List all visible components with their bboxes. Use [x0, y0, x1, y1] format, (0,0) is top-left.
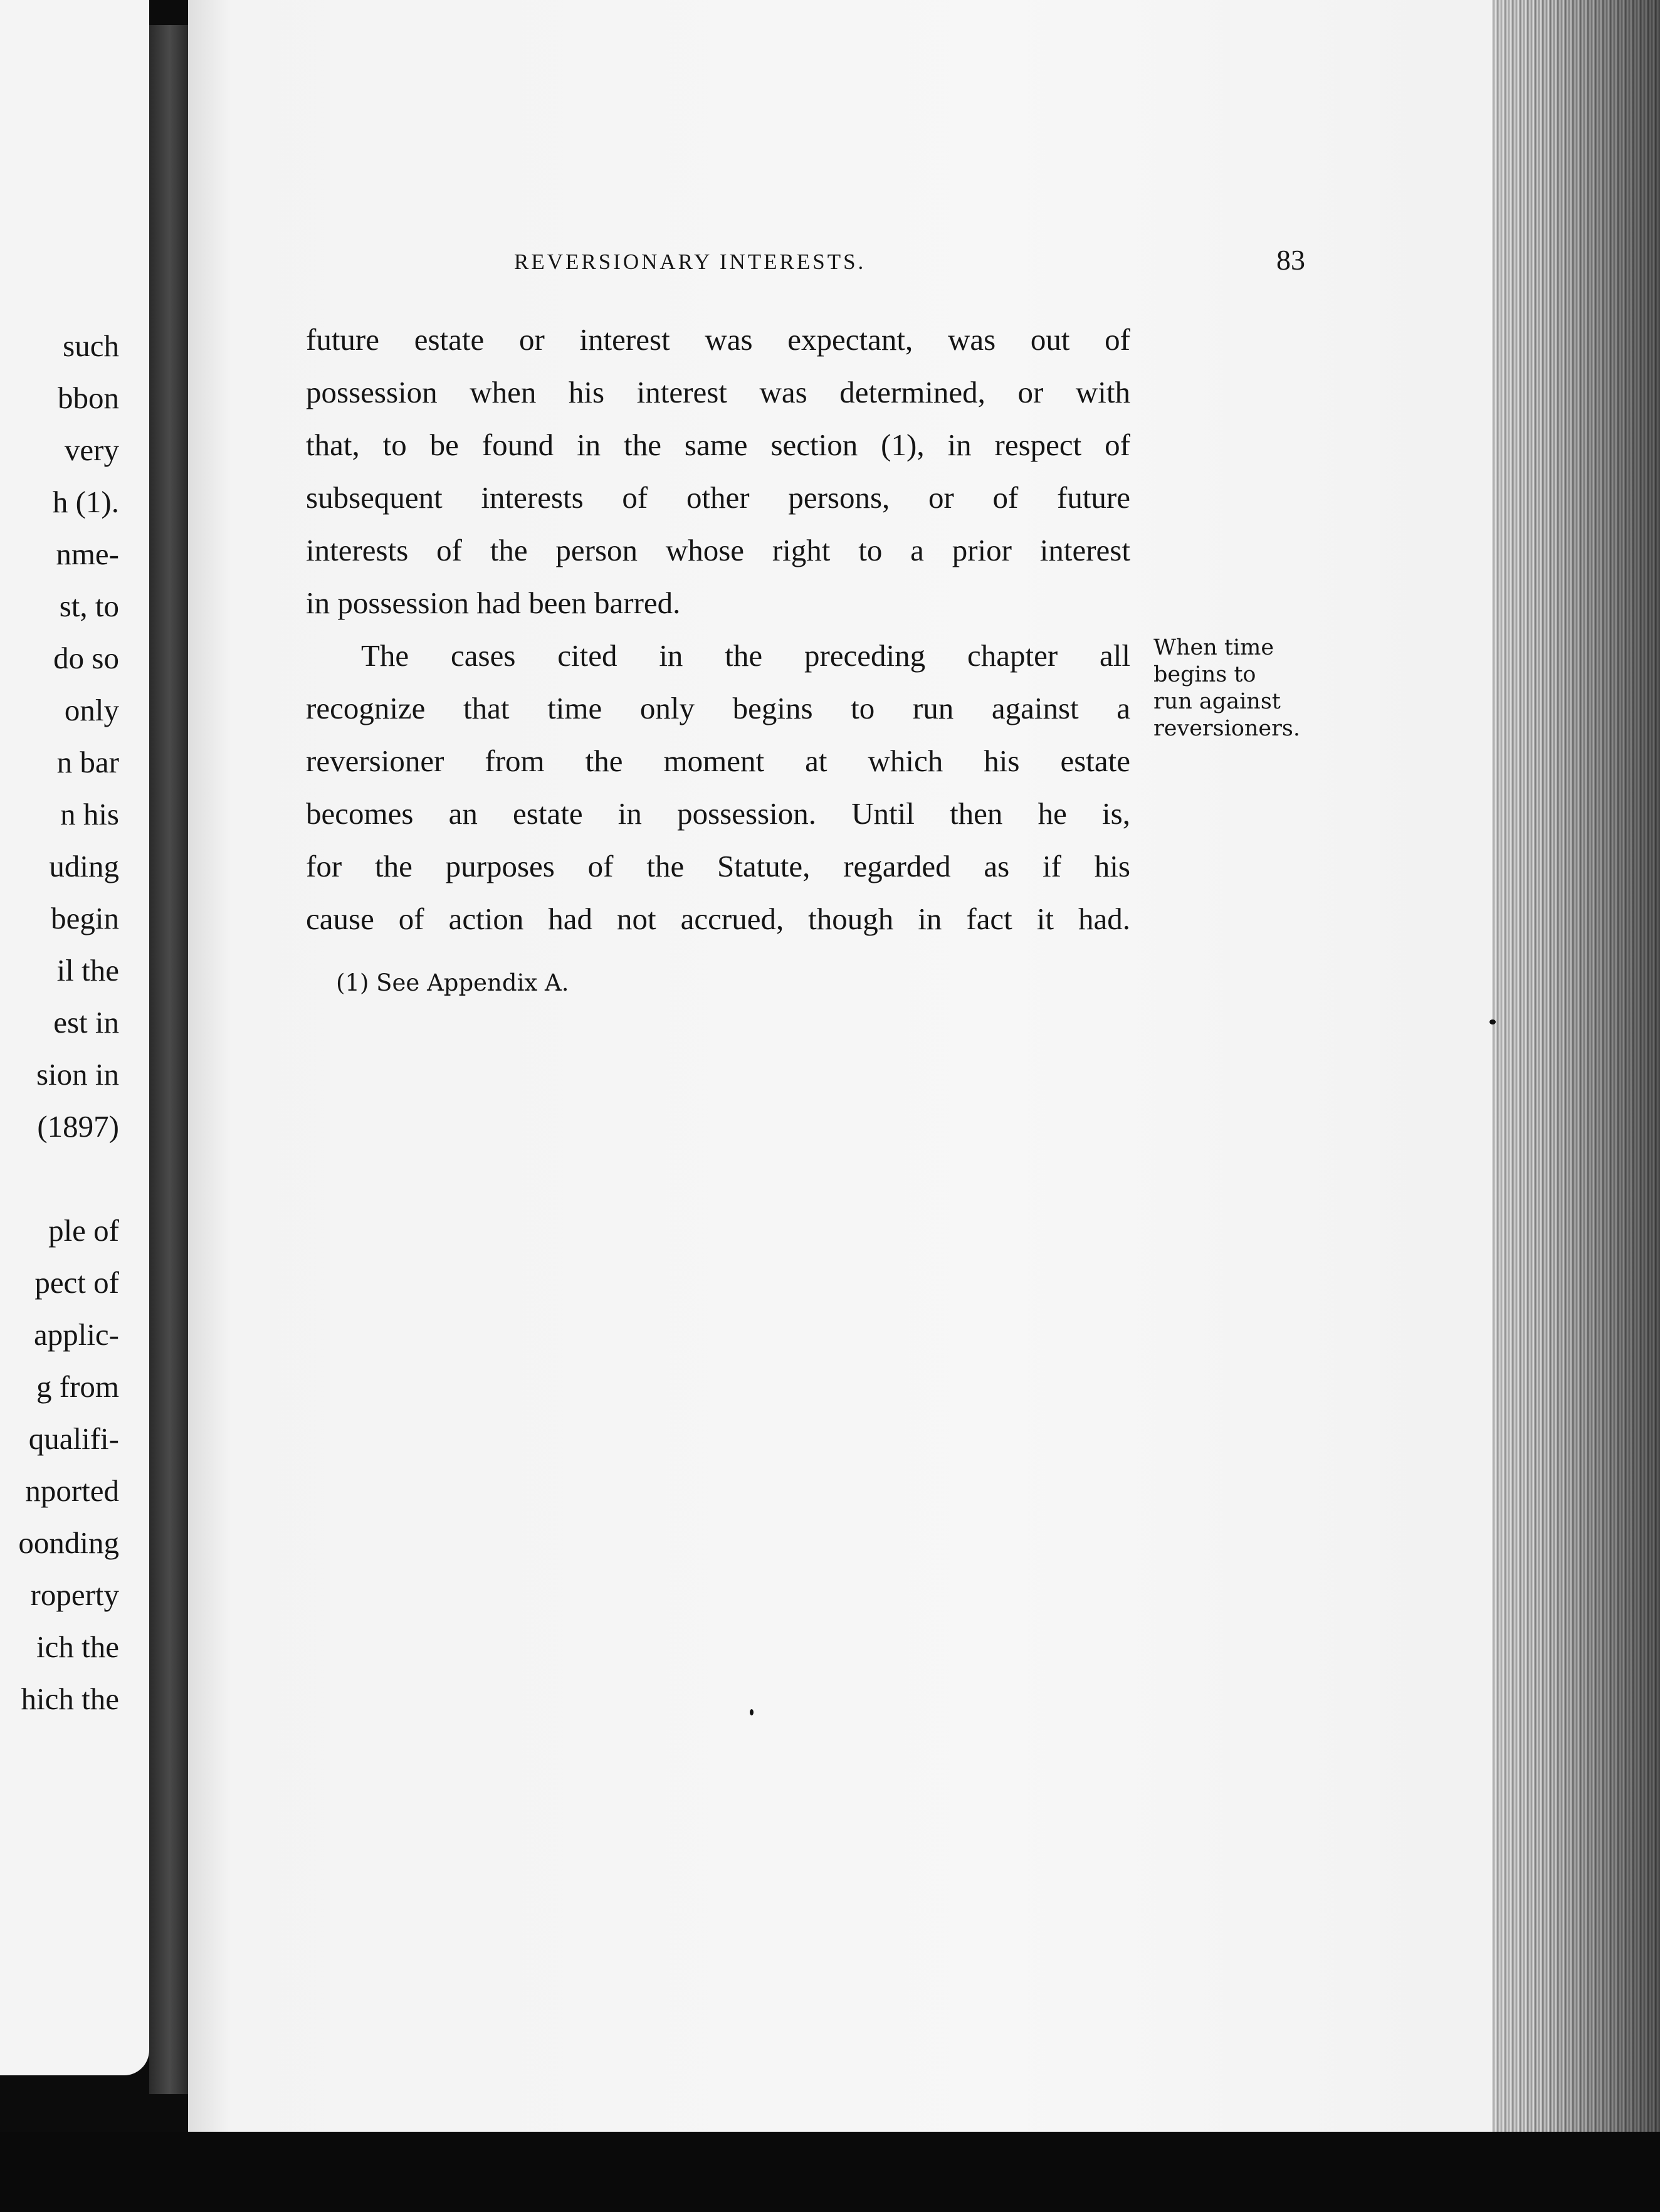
- left-page-text: [18, 320, 119, 1725]
- left-line: qualifi-: [28, 1421, 119, 1456]
- left-line: hich the: [21, 1682, 119, 1716]
- paragraph-2: [306, 629, 1130, 945]
- margin-note-line: When time: [1153, 635, 1274, 660]
- text-line: recognize that time only begins to run against a: [306, 691, 1130, 725]
- left-line: est in: [53, 1005, 119, 1040]
- left-line: such: [63, 329, 119, 363]
- left-line: ple of: [48, 1213, 119, 1248]
- text-line: reversioner from the moment at which his estate: [306, 744, 1130, 778]
- left-line: only: [64, 693, 119, 727]
- left-line: begin: [51, 901, 119, 935]
- left-line: applic-: [33, 1317, 119, 1352]
- page-number: 83: [1276, 244, 1305, 276]
- text-line: interests of the person whose right to a prior interest: [306, 533, 1130, 567]
- left-line: pect of: [34, 1265, 119, 1300]
- margin-note-line: begins to: [1153, 662, 1256, 687]
- scan-speck: [750, 1709, 754, 1715]
- left-line: nme-: [56, 537, 119, 571]
- text-line: becomes an estate in possession. Until then he is,: [306, 796, 1130, 831]
- left-facing-page: [0, 0, 149, 2075]
- left-line: st, to: [59, 589, 119, 623]
- left-line: sion in: [36, 1057, 119, 1092]
- left-line: h (1).: [52, 485, 119, 519]
- text-line: The cases cited in the preceding chapter all: [361, 638, 1130, 673]
- scan-bottom-border: [0, 2132, 1660, 2212]
- left-line: n bar: [56, 745, 119, 779]
- left-line: uding: [49, 849, 119, 883]
- text-line: possession when his interest was determined, or with: [306, 375, 1130, 409]
- body-text: [306, 313, 1130, 945]
- scan-speck: [1489, 1019, 1496, 1024]
- left-line: g from: [36, 1369, 119, 1404]
- margin-note-line: reversioners.: [1153, 716, 1300, 741]
- left-line: oonding: [18, 1525, 119, 1560]
- paragraph-1: [306, 313, 1130, 629]
- running-head: REVERSIONARY INTERESTS.: [514, 250, 866, 274]
- left-line: very: [64, 433, 119, 467]
- left-line: il the: [56, 953, 119, 988]
- text-line: for the purposes of the Statute, regarded as if his: [306, 849, 1130, 883]
- page-edges-shadow: [1492, 0, 1660, 2212]
- text-line: cause of action had not accrued, though in fact it had.: [306, 902, 1130, 936]
- margin-note: [1153, 635, 1342, 742]
- left-line: (1897): [37, 1109, 119, 1144]
- text-line: subsequent interests of other persons, or of future: [306, 480, 1130, 515]
- left-line: bbon: [58, 381, 119, 415]
- footnote: (1) See Appendix A.: [336, 969, 569, 996]
- left-line: ich the: [36, 1630, 119, 1664]
- text-line: that, to be found in the same section (1), in respect of: [306, 428, 1130, 462]
- left-line: nported: [25, 1473, 119, 1508]
- text-line: in possession had been barred.: [306, 586, 681, 620]
- text-line: future estate or interest was expectant, was out of: [306, 322, 1130, 357]
- margin-note-line: run against: [1153, 689, 1281, 714]
- left-line: roperty: [30, 1577, 119, 1612]
- left-line: do so: [53, 641, 119, 675]
- left-line-gap: [18, 1152, 119, 1204]
- left-line: n his: [60, 797, 119, 831]
